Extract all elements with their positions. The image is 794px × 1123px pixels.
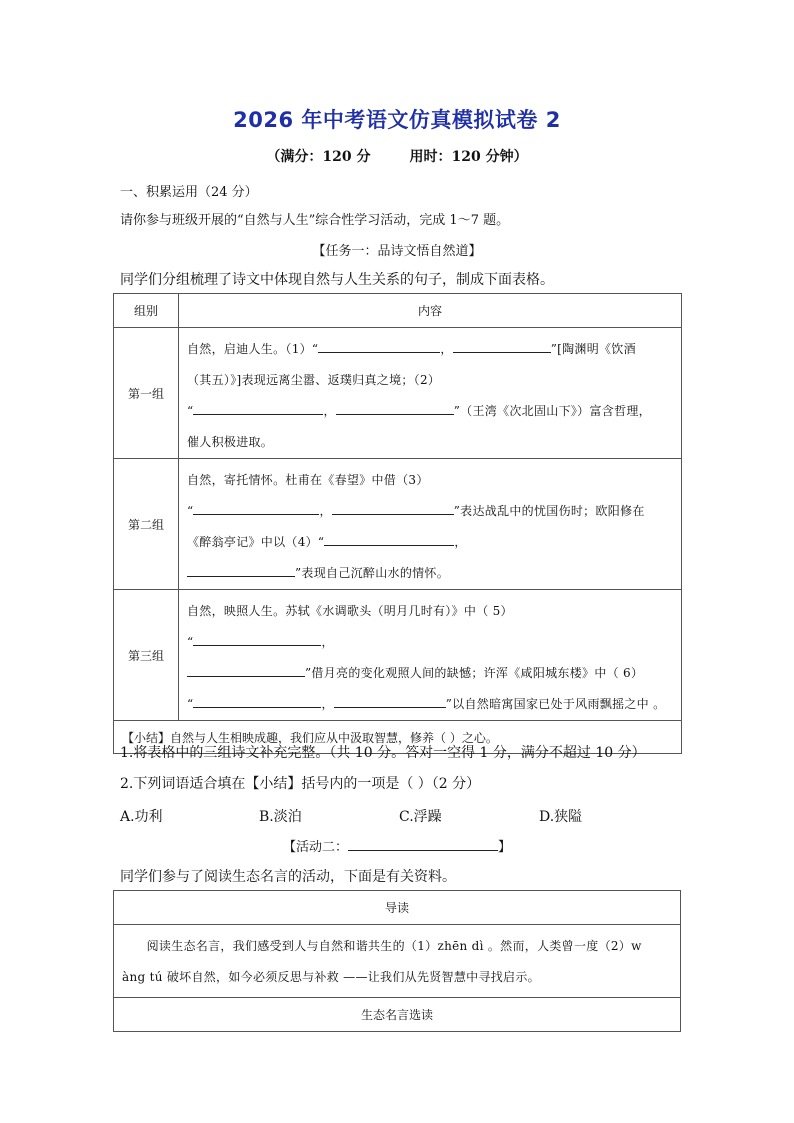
task1-description: 同学们分组梳理了诗文中体现自然与人生关系的句子，制成下面表格。 xyxy=(120,272,554,288)
content-line: “ ， ”（王湾《次北固山下》）富含哲理， xyxy=(187,404,651,418)
content-line: 《醉翁亭记》中以（4）“ ， xyxy=(187,535,467,549)
question-2: 2.下列词语适合填在【小结】括号内的一项是（ ）（2 分） xyxy=(120,776,481,792)
activity-intro: 请你参与班级开展的“自然与人生”综合性学习活动，完成 1～7 题。 xyxy=(120,213,510,228)
guide-line: àng tú 破坏自然，如今必须反思与补救 ——让我们从先贤智慧中寻找启示。 xyxy=(122,970,540,984)
question-1: 1.将表格中的三组诗文补充完整。（共 10 分。答对一空得 1 分，满分不超过 10 分） xyxy=(120,745,646,761)
option-b[interactable]: B.淡泊 xyxy=(259,809,302,825)
content-line: 催人积极进取。 xyxy=(187,435,274,449)
answer-blank[interactable] xyxy=(193,502,319,515)
poetry-table xyxy=(113,293,682,754)
exam-title: 2026 年中考语文仿真模拟试卷 2 xyxy=(233,108,561,132)
answer-blank[interactable] xyxy=(193,633,321,646)
option-d[interactable]: D.狭隘 xyxy=(539,809,583,825)
content-line: “ ， ”表达战乱中的忧国伤时；欧阳修在 xyxy=(187,504,645,518)
activity2-title-blank[interactable] xyxy=(348,838,498,851)
reading-guide-table xyxy=(113,890,681,1032)
answer-blank[interactable] xyxy=(187,564,295,577)
quotes-header: 生态名言选读 xyxy=(114,998,681,1032)
group-content xyxy=(179,328,682,459)
answer-blank[interactable] xyxy=(318,340,440,353)
answer-blank[interactable] xyxy=(324,533,454,546)
group-content xyxy=(179,590,682,721)
guide-header: 导读 xyxy=(114,891,681,925)
answer-blank[interactable] xyxy=(193,695,321,708)
section-heading: 一、积累运用（24 分） xyxy=(120,185,258,200)
table-row xyxy=(114,590,682,721)
col-header-content: 内容 xyxy=(179,294,682,328)
answer-blank[interactable] xyxy=(193,402,323,415)
content-line: 自然，寄托情怀。杜甫在《春望》中借（3） xyxy=(187,473,429,487)
task1-heading: 【任务一：品诗文悟自然道】 xyxy=(312,244,482,259)
answer-blank[interactable] xyxy=(332,502,454,515)
group-label: 第二组 xyxy=(114,459,179,590)
answer-blank[interactable] xyxy=(187,664,305,677)
group-label: 第一组 xyxy=(114,328,179,459)
col-header-group: 组别 xyxy=(114,294,179,328)
answer-blank[interactable] xyxy=(453,340,551,353)
exam-subtitle: （满分：120 分 用时：120 分钟） xyxy=(266,149,528,165)
option-c[interactable]: C.浮躁 xyxy=(399,809,442,825)
table-row xyxy=(114,459,682,590)
guide-line: 阅读生态名言，我们感受到人与自然和谐共生的（1）zhēn dì 。然而，人类曾一度（2）w xyxy=(146,939,642,953)
answer-blank[interactable] xyxy=(334,695,446,708)
content-line: （其五）》]表现远离尘嚣、返璞归真之境；（2） xyxy=(187,373,441,387)
table-header-row xyxy=(114,294,682,328)
activity2-description: 同学们参与了阅读生态名言的活动，下面是有关资料。 xyxy=(120,869,456,885)
content-line: “ ， ”以自然暗寓国家已处于风雨飘摇之中 。 xyxy=(187,697,666,711)
content-line: ”表现自己沉醉山水的情怀。 xyxy=(187,558,673,589)
activity2-heading: 【活动二： 】 xyxy=(282,840,512,855)
summary-text: 【小结】自然与人生相映成趣，我们应从中汲取智慧，修养（ ）之心。 xyxy=(114,721,682,754)
group-label: 第三组 xyxy=(114,590,179,721)
option-a[interactable]: A.功利 xyxy=(120,809,163,825)
content-line: 自然，启迪人生。（1）“ ， ”[陶渊明《饮酒 xyxy=(187,342,636,356)
content-line: “ ， xyxy=(187,635,334,649)
table-row xyxy=(114,328,682,459)
guide-body xyxy=(114,925,681,998)
answer-blank[interactable] xyxy=(336,402,454,415)
content-line: ”借月亮的变化观照人间的缺憾；许浑《咸阳城东楼》中（ 6） xyxy=(187,658,673,689)
group-content xyxy=(179,459,682,590)
content-line: 自然，映照人生。苏轼《水调歌头（明月几时有）》中（ 5） xyxy=(187,604,513,618)
